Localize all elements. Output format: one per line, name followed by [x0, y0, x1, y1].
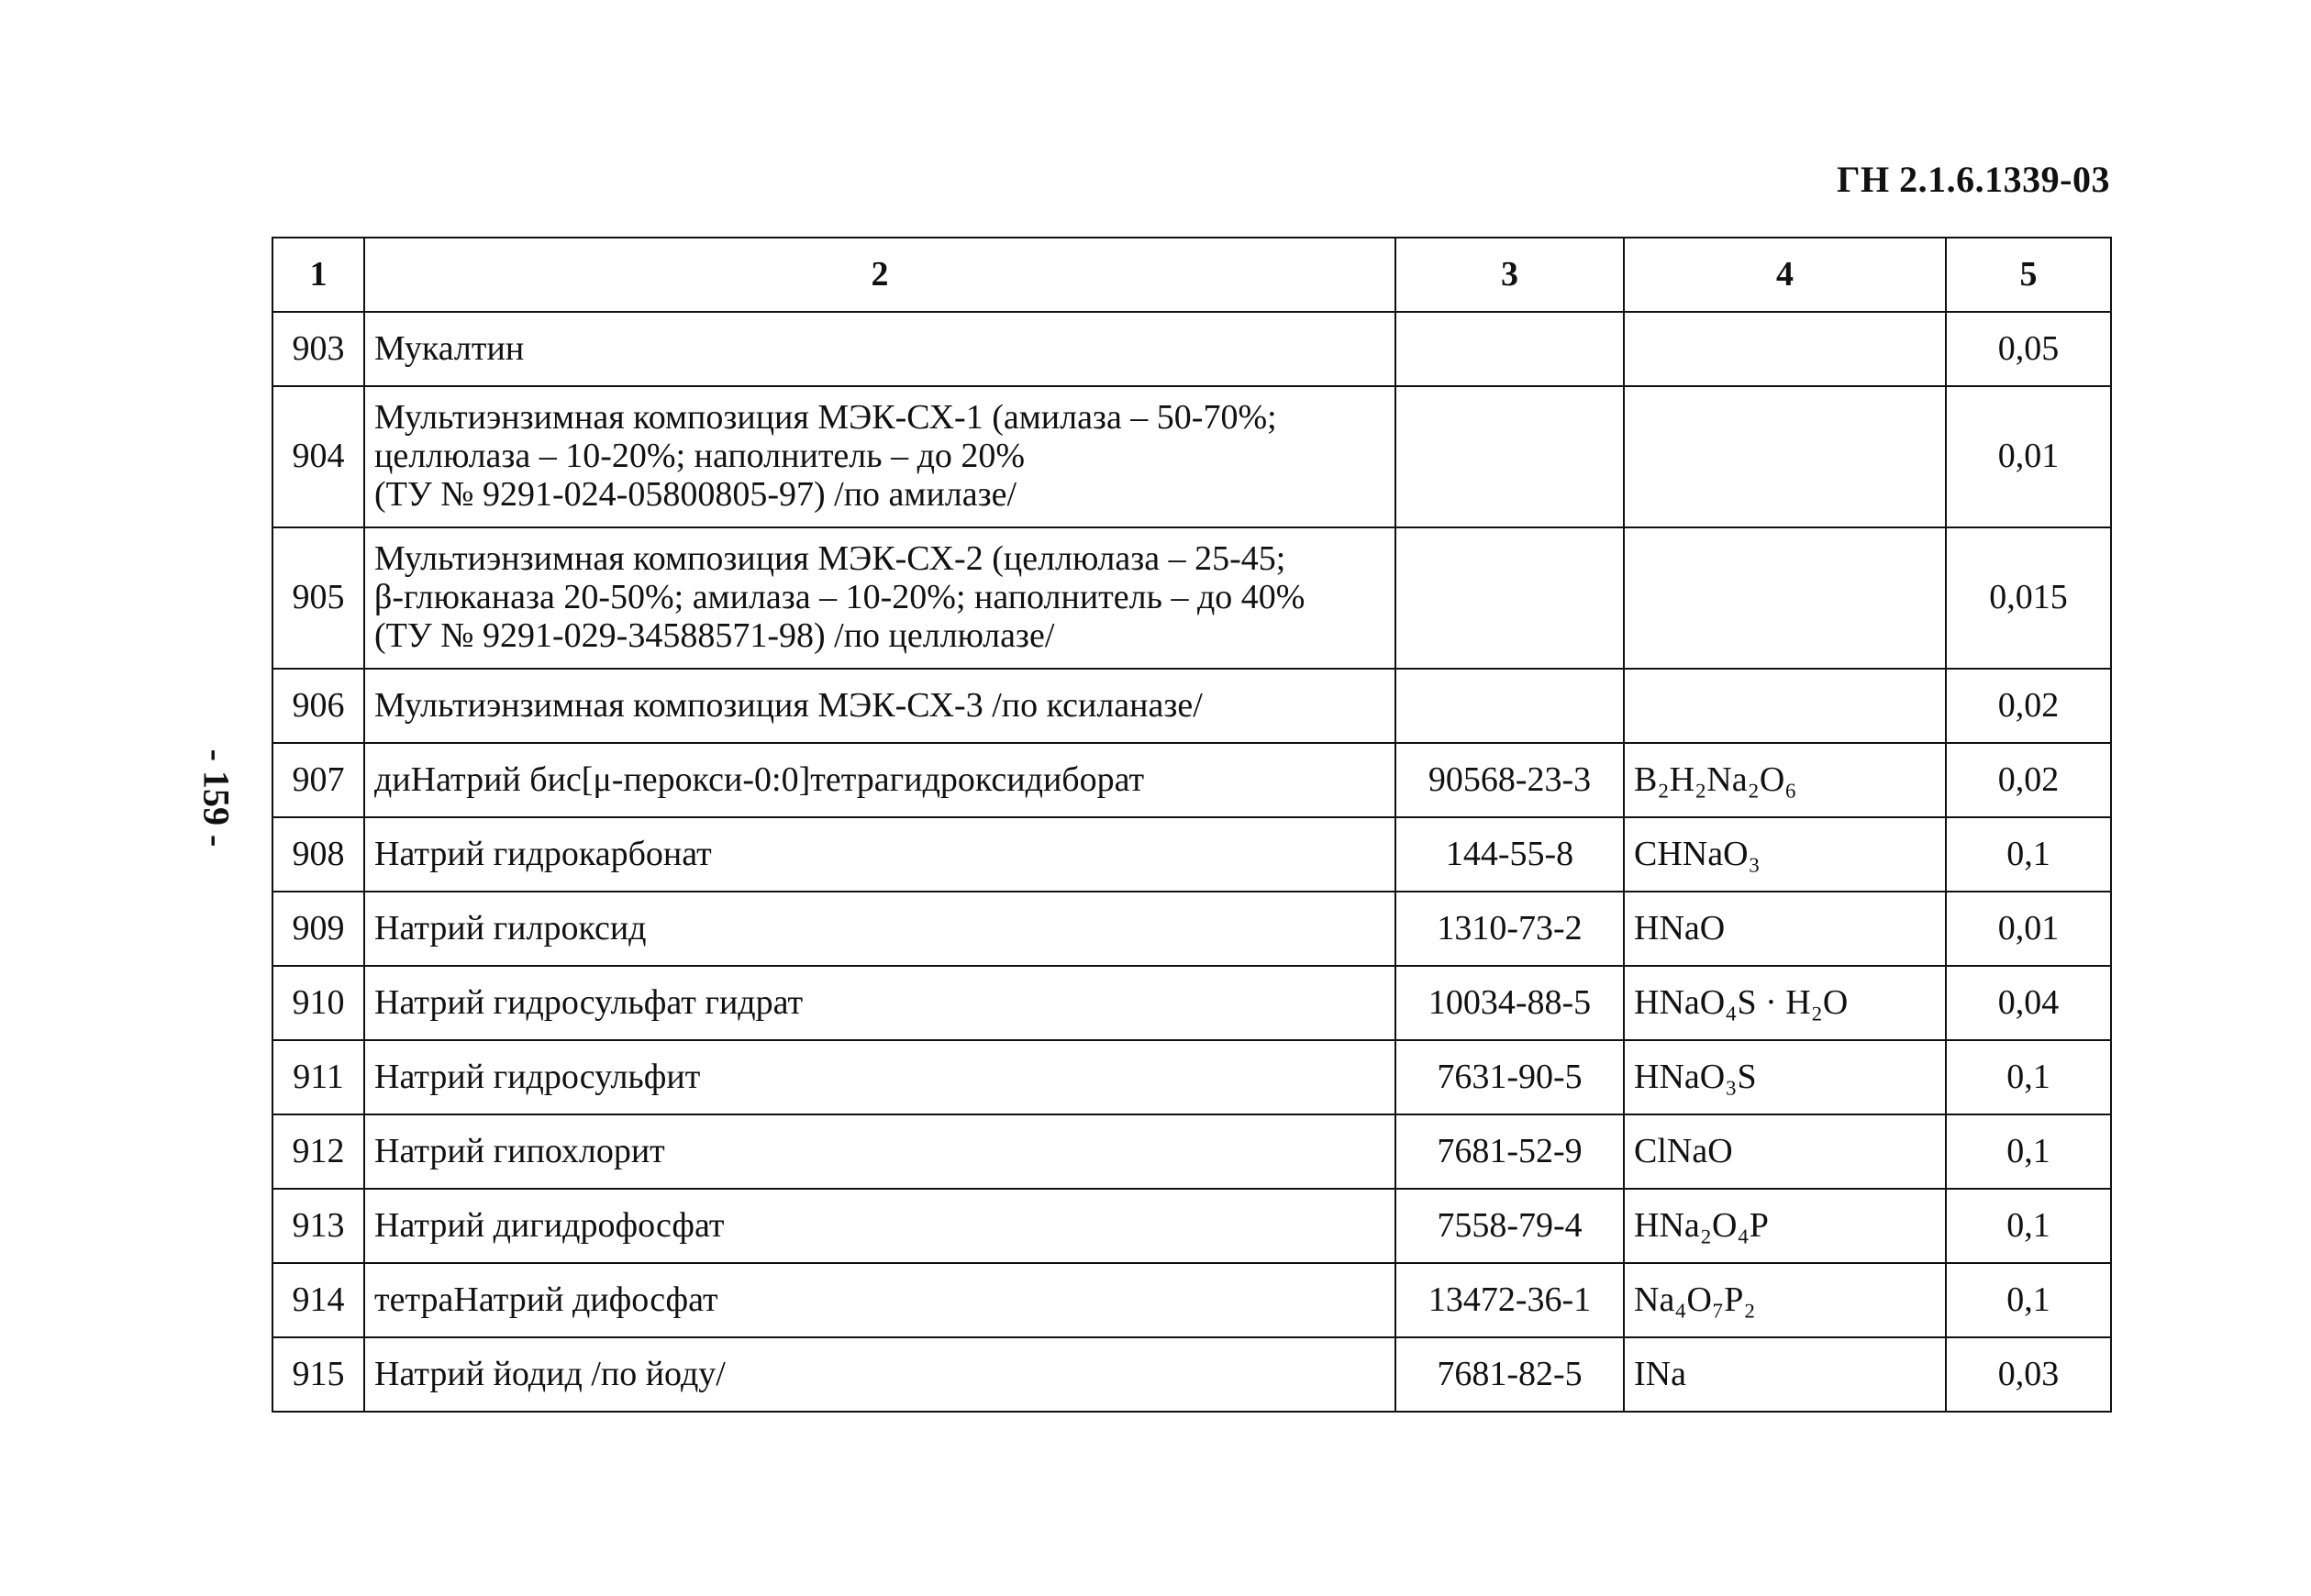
substance-name-cell [364, 312, 1395, 386]
column-header: 3 [1395, 238, 1624, 312]
table-row [272, 1189, 2111, 1263]
formula-cell: INa [1624, 1337, 1946, 1412]
table-row [272, 312, 2111, 386]
formula-cell [1624, 312, 1946, 386]
cas-number-cell [1395, 527, 1624, 669]
substance-name-cell [364, 743, 1395, 817]
substance-name-cell [364, 1040, 1395, 1114]
table-row [272, 669, 2111, 743]
cas-number-cell [1395, 312, 1624, 386]
substance-name-line: Мукалтин [374, 328, 525, 368]
substance-name-cell [364, 966, 1395, 1040]
formula-cell [1624, 527, 1946, 669]
substance-name-line: Натрий йодид /по йоду/ [374, 1354, 726, 1393]
table-row [272, 1040, 2111, 1114]
formula-cell: HNa₂O₄P [1624, 1189, 1946, 1263]
limit-value-cell: 0,02 [1946, 743, 2111, 817]
limit-value-cell: 0,1 [1946, 1114, 2111, 1189]
substance-name-line: Натрий гилроксид [374, 908, 647, 948]
limit-value-cell: 0,1 [1946, 1189, 2111, 1263]
document-code: ГН 2.1.6.1339-03 [1837, 159, 2110, 200]
substance-name-line: (ТУ № 9291-029-34588571-98) /по целлюлазе/ [374, 615, 1055, 655]
substance-name-cell [364, 892, 1395, 966]
column-header: 2 [364, 238, 1395, 312]
page-number: - 159 - [195, 748, 238, 848]
substance-name-cell [364, 527, 1395, 669]
limit-value-cell: 0,03 [1946, 1337, 2111, 1412]
substance-name-line: Натрий гидросульфат гидрат [374, 982, 804, 1022]
formula-cell: HNaO [1624, 892, 1946, 966]
table-row [272, 892, 2111, 966]
table-row [272, 1263, 2111, 1337]
row-number-cell: 912 [272, 1114, 364, 1189]
substances-table [272, 237, 2112, 1413]
row-number-cell: 910 [272, 966, 364, 1040]
formula-cell: Na₄O₇P₂ [1624, 1263, 1946, 1337]
substance-name-line: диНатрий бис[μ-перокси-0:0]тетрагидроксидиборат [374, 759, 1145, 799]
cas-number-cell [1395, 669, 1624, 743]
substance-name-cell [364, 386, 1395, 527]
column-header: 1 [272, 238, 364, 312]
row-number-cell: 903 [272, 312, 364, 386]
substance-name-line: Натрий дигидрофосфат [374, 1205, 725, 1245]
cas-number-cell: 7631-90-5 [1395, 1040, 1624, 1114]
limit-value-cell: 0,01 [1946, 386, 2111, 527]
formula-cell: ClNaO [1624, 1114, 1946, 1189]
substance-name-line: β-глюканаза 20-50%; амилаза – 10-20%; наполнитель – до 40% [374, 578, 1305, 617]
substance-name-line: Натрий гидросульфит [374, 1057, 701, 1096]
cas-number-cell: 7681-82-5 [1395, 1337, 1624, 1412]
cas-number-cell: 7558-79-4 [1395, 1189, 1624, 1263]
table-row [272, 386, 2111, 527]
substance-name-line: Мультиэнзимная композиция МЭК-СХ-1 (амилаза – 50-70%; [374, 398, 1277, 438]
row-number-cell: 905 [272, 527, 364, 669]
formula-cell: HNaO₄S · H₂O [1624, 966, 1946, 1040]
formula-cell: HNaO₃S [1624, 1040, 1946, 1114]
table-row [272, 817, 2111, 892]
row-number-cell: 914 [272, 1263, 364, 1337]
substance-name-cell [364, 1263, 1395, 1337]
formula-cell [1624, 669, 1946, 743]
substance-name-line: Натрий гидрокарбонат [374, 834, 712, 873]
substance-name-cell [364, 1337, 1395, 1412]
table-row [272, 527, 2111, 669]
limit-value-cell: 0,05 [1946, 312, 2111, 386]
substance-name-line: Мультиэнзимная композиция МЭК-СХ-2 (целлюлаза – 25-45; [374, 539, 1286, 579]
row-number-cell: 906 [272, 669, 364, 743]
substance-name-line: Натрий гипохлорит [374, 1131, 665, 1170]
row-number-cell: 915 [272, 1337, 364, 1412]
cas-number-cell: 144-55-8 [1395, 817, 1624, 892]
formula-cell [1624, 386, 1946, 527]
table-header-row [272, 238, 2111, 312]
cas-number-cell: 7681-52-9 [1395, 1114, 1624, 1189]
table-row [272, 743, 2111, 817]
row-number-cell: 908 [272, 817, 364, 892]
cas-number-cell: 90568-23-3 [1395, 743, 1624, 817]
substance-name-line: целлюлаза – 10-20%; наполнитель – до 20% [374, 437, 1026, 476]
limit-value-cell: 0,02 [1946, 669, 2111, 743]
substance-name-line: (ТУ № 9291-024-05800805-97) /по амилазе/ [374, 474, 1017, 514]
substance-name-cell [364, 1189, 1395, 1263]
cas-number-cell: 10034-88-5 [1395, 966, 1624, 1040]
limit-value-cell: 0,1 [1946, 1263, 2111, 1337]
limit-value-cell: 0,1 [1946, 817, 2111, 892]
substance-name-cell [364, 1114, 1395, 1189]
row-number-cell: 907 [272, 743, 364, 817]
row-number-cell: 904 [272, 386, 364, 527]
cas-number-cell: 1310-73-2 [1395, 892, 1624, 966]
row-number-cell: 911 [272, 1040, 364, 1114]
row-number-cell: 913 [272, 1189, 364, 1263]
formula-cell: CHNaO₃ [1624, 817, 1946, 892]
formula-cell: B₂H₂Na₂O₆ [1624, 743, 1946, 817]
cas-number-cell: 13472-36-1 [1395, 1263, 1624, 1337]
column-header: 5 [1946, 238, 2111, 312]
cas-number-cell [1395, 386, 1624, 527]
table-row [272, 1114, 2111, 1189]
substance-name-cell [364, 669, 1395, 743]
substance-name-cell [364, 817, 1395, 892]
table-row [272, 1337, 2111, 1412]
limit-value-cell: 0,01 [1946, 892, 2111, 966]
substance-name-line: Мультиэнзимная композиция МЭК-СХ-3 /по ксиланазе/ [374, 685, 1203, 725]
table-row [272, 966, 2111, 1040]
row-number-cell: 909 [272, 892, 364, 966]
substance-name-line: тетраНатрий дифосфат [374, 1280, 718, 1319]
limit-value-cell: 0,04 [1946, 966, 2111, 1040]
limit-value-cell: 0,015 [1946, 527, 2111, 669]
limit-value-cell: 0,1 [1946, 1040, 2111, 1114]
column-header: 4 [1624, 238, 1946, 312]
